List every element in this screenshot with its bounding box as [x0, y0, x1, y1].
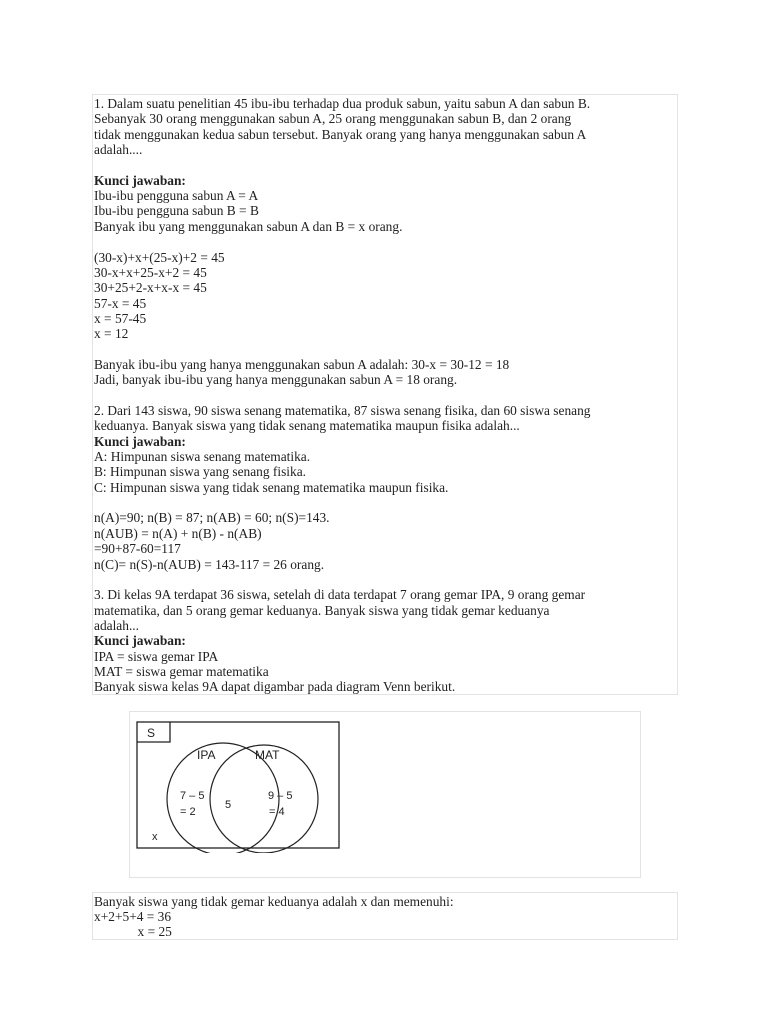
text-line: n(C)= n(S)-n(AUB) = 143-117 = 26 orang. [94, 556, 325, 572]
intersection-value: 5 [225, 799, 232, 811]
text-line: (30-x)+x+(25-x)+2 = 45 [94, 249, 225, 265]
text-line: 30-x+x+25-x+2 = 45 [94, 264, 207, 280]
text-line: x = 57-45 [94, 310, 147, 326]
text-line: x+2+5+4 = 36 [94, 909, 172, 924]
answer-section-1 [92, 94, 678, 695]
text-line: Ibu-ibu pengguna sabun B = B [94, 203, 259, 219]
mat-label: MAT [255, 748, 280, 762]
text-line: n(AUB) = n(A) + n(B) - n(AB) [94, 525, 262, 541]
text-line: matematika, dan 5 orang gemar keduanya. Banyak siswa yang tidak gemar keduanya [94, 602, 550, 618]
answer-key-heading: Kunci jawaban: [94, 633, 186, 649]
venn-figure [129, 711, 641, 878]
text-line: keduanya. Banyak siswa yang tidak senang matematika maupun fisika adalah... [94, 418, 520, 434]
text-line: Banyak siswa kelas 9A dapat digambar pada diagram Venn berikut. [94, 679, 456, 695]
answer-section-3 [92, 892, 678, 940]
text-line: IPA = siswa gemar IPA [94, 648, 219, 664]
text-line: adalah... [94, 617, 139, 633]
outside-value: x [152, 831, 158, 843]
text-line: Banyak ibu yang menggunakan sabun A dan B = x orang. [94, 218, 403, 234]
text-line: 30+25+2-x+x-x = 45 [94, 280, 207, 296]
text-line: 3. Di kelas 9A terdapat 36 siswa, setelah di data terdapat 7 orang gemar IPA, 9 orang gemar [94, 587, 586, 603]
text-line: tidak menggunakan kedua sabun tersebut. Banyak orang yang hanya menggunakan sabun A [94, 126, 587, 142]
text-line: 2. Dari 143 siswa, 90 siswa senang matematika, 87 siswa senang fisika, dan 60 siswa senang [94, 403, 591, 418]
ipa-label: IPA [197, 748, 216, 762]
ipa-only-expr: 7 – 5 [180, 790, 205, 802]
text-line: =90+87-60=117 [94, 541, 181, 557]
answer-key-heading: Kunci jawaban: [94, 433, 186, 449]
text-line: Sebanyak 30 orang menggunakan sabun A, 25 orang menggunakan sabun B, dan 2 orang [94, 111, 572, 127]
venn-diagram [136, 721, 342, 853]
mat-only-expr: 9 – 5 [268, 790, 293, 802]
text-line: B: Himpunan siswa yang senang fisika. [94, 464, 306, 480]
text-line: C: Himpunan siswa yang tidak senang matematika maupun fisika. [94, 479, 449, 495]
text-line: MAT = siswa gemar matematika [94, 663, 269, 679]
text-line: Jadi, banyak ibu-ibu yang hanya menggunakan sabun A = 18 orang. [94, 372, 458, 388]
answer-key-heading: Kunci jawaban: [94, 172, 186, 188]
text-line: x = 25 [94, 924, 172, 939]
text-line: A: Himpunan siswa senang matematika. [94, 449, 311, 465]
text-line: 1. Dalam suatu penelitian 45 ibu-ibu terhadap dua produk sabun, yaitu sabun A dan sabun B. [94, 96, 591, 111]
text-line: Ibu-ibu pengguna sabun A = A [94, 188, 259, 204]
universe-label: S [147, 726, 156, 740]
text-line: 57-x = 45 [94, 295, 147, 311]
text-line: Banyak ibu-ibu yang hanya menggunakan sabun A adalah: 30-x = 30-12 = 18 [94, 356, 510, 372]
text-line: n(A)=90; n(B) = 87; n(AB) = 60; n(S)=143. [94, 510, 330, 526]
text-line: x = 12 [94, 326, 129, 342]
text-line: adalah.... [94, 142, 143, 158]
text-line: Banyak siswa yang tidak gemar keduanya adalah x dan memenuhi: [94, 894, 454, 909]
ipa-only-value: = 2 [180, 806, 196, 818]
mat-only-value: = 4 [269, 806, 285, 818]
